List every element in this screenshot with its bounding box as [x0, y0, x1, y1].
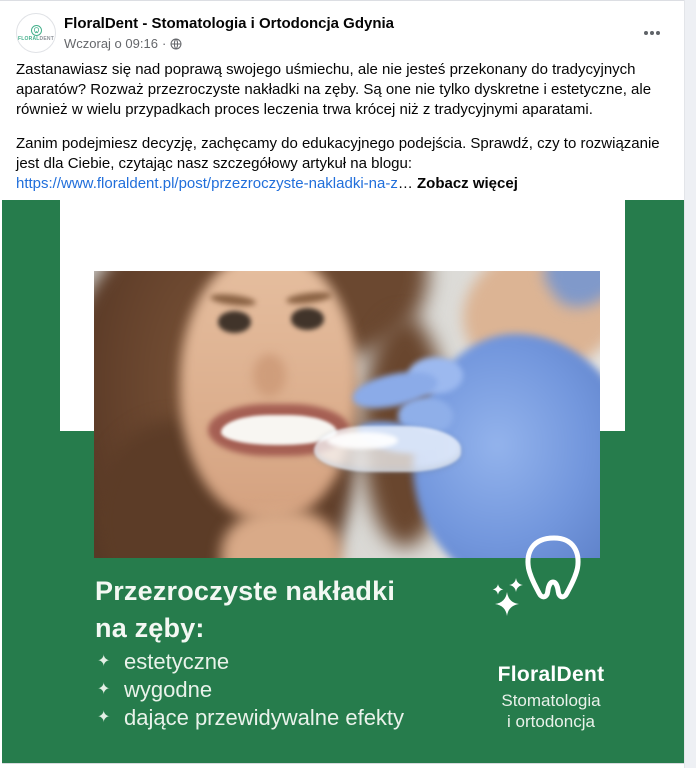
post-paragraph-2: Zanim podejmiesz decyzję, zachęcamy do edukacyjnego podejścia. Sprawdź, czy to rozwiązanie jest dla Ciebie, czytając nasz szczegółowy artykuł na blogu: https://www.floraldent.pl/post/przezroczyste-nakladki-na-z… Zobacz więcej — [16, 135, 660, 192]
post-timestamp[interactable]: Wczoraj o 09:16 — [64, 36, 158, 51]
sparkle-icon — [495, 592, 519, 616]
globe-icon — [170, 38, 182, 50]
sparkle-bullet-icon: ✦ — [97, 709, 111, 726]
post-paragraph-1: Zastanawiasz się nad poprawą swojego uśmiechu, ale nie jesteś przekonany do tradycyjnych aparatów? Rozważ przezroczyste nakładki na zęby. Są one nie tylko dyskretne i estetyczne, ale również w wielu przypadkach proces leczenia trwa krócej niż z tradycyjnymi aparatami. — [16, 61, 652, 118]
sparkle-icon — [493, 584, 504, 595]
brand-block — [455, 663, 647, 732]
graphic-headline: Przezroczyste nakładki na zęby: — [95, 576, 396, 643]
brand-subtitle: Stomatologia — [501, 691, 601, 710]
post-image[interactable] — [2, 200, 684, 764]
sparkle-bullet-icon: ✦ — [97, 681, 111, 698]
tooth-icon — [480, 530, 592, 638]
link-truncation: … — [397, 175, 413, 192]
list-item: ✦ dające przewidywalne efekty — [97, 705, 405, 730]
sparkle-bullet-icon: ✦ — [97, 653, 111, 670]
avatar-tooth-icon — [31, 25, 42, 36]
photo-clear-aligner — [327, 432, 398, 449]
post-meta — [64, 36, 394, 52]
post-body — [0, 60, 684, 194]
graphic-bullet-list — [97, 646, 404, 730]
brand-subtitle: i ortodoncja — [507, 712, 595, 731]
photo-clear-aligner — [314, 426, 461, 472]
scrollbar-track[interactable] — [684, 0, 696, 768]
post-menu-button[interactable] — [636, 17, 668, 49]
list-item: ✦ estetyczne — [97, 649, 230, 674]
ellipsis-icon — [642, 23, 662, 43]
page-avatar[interactable] — [16, 13, 56, 53]
photo-eye — [218, 311, 251, 333]
meta-separator: · — [161, 36, 167, 51]
see-more-button[interactable]: Zobacz więcej — [417, 175, 518, 192]
header-info — [64, 13, 394, 52]
sparkle-icon — [509, 578, 523, 592]
post-header — [0, 1, 684, 53]
brand-name: FloralDent — [497, 663, 605, 686]
avatar-logo-text: FLORALDENT — [18, 35, 54, 42]
post-link[interactable]: https://www.floraldent.pl/post/przezroczyste-nakladki-na-z — [16, 175, 398, 192]
page-name-link[interactable]: FloralDent - Stomatologia i Ortodoncja Gdynia — [64, 15, 395, 32]
photo-eye — [291, 308, 324, 330]
photo-woman-with-aligner — [94, 271, 600, 558]
list-item: ✦ wygodne — [97, 677, 213, 702]
